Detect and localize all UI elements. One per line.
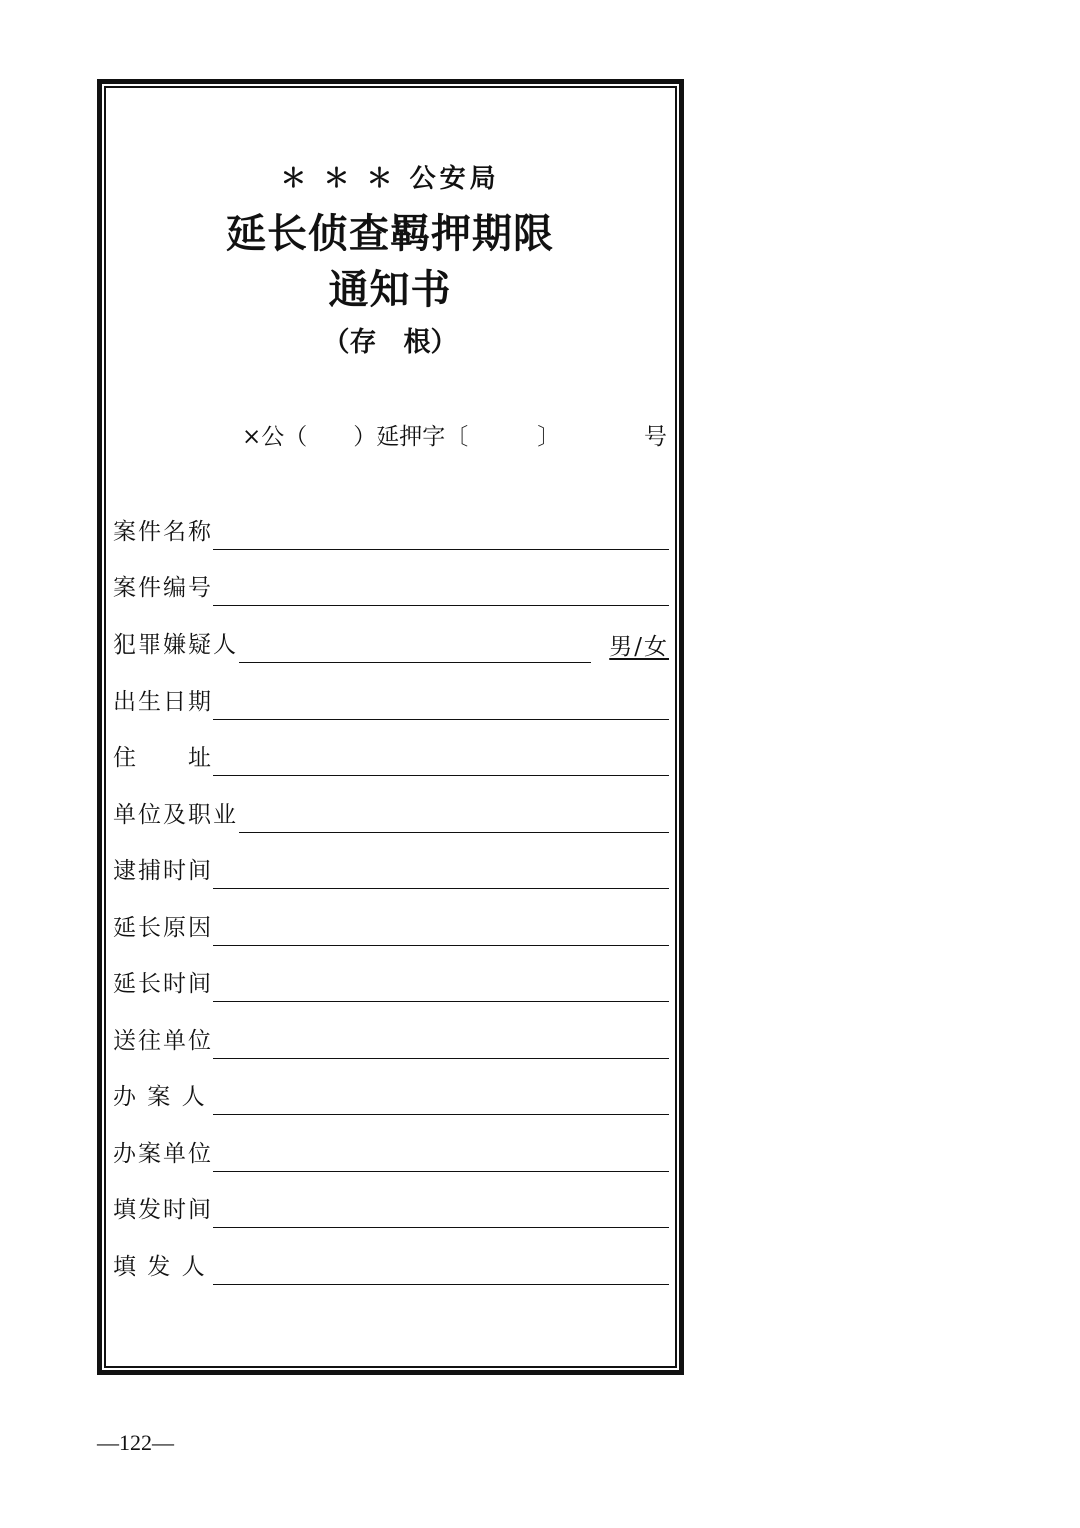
issue-time-input-line[interactable]	[213, 1227, 669, 1228]
field-label: 填发时间	[113, 1197, 213, 1223]
field-label: 办 案 人	[113, 1084, 207, 1110]
field-label: 填 发 人	[113, 1254, 207, 1280]
field-birth-date	[113, 680, 669, 720]
field-label: 延长时间	[113, 971, 213, 997]
document-title-line-2: 通知书	[328, 266, 452, 313]
address-input-line[interactable]	[213, 775, 669, 776]
field-label: 单位及职业	[113, 802, 238, 828]
field-case-name	[113, 510, 669, 550]
extension-time-input-line[interactable]	[213, 1001, 669, 1002]
field-label: 出生日期	[113, 689, 213, 715]
issuer-person-input-line[interactable]	[213, 1284, 669, 1285]
arrest-time-input-line[interactable]	[213, 888, 669, 889]
case-number-input-line[interactable]	[213, 605, 669, 606]
field-label: 案件名称	[113, 519, 213, 545]
destination-unit-input-line[interactable]	[213, 1058, 669, 1059]
field-extension-time	[113, 962, 669, 1002]
gender-option[interactable]: 男/女	[609, 634, 669, 660]
stub-label: （存 根）	[322, 327, 458, 358]
field-address	[113, 736, 669, 776]
field-handling-unit	[113, 1132, 669, 1172]
extension-reason-input-line[interactable]	[213, 945, 669, 946]
field-label: 犯罪嫌疑人	[113, 632, 238, 658]
field-issue-time	[113, 1188, 669, 1228]
field-suspect	[113, 623, 669, 663]
document-number: ×公（ ）延押字〔 〕	[242, 424, 561, 450]
birth-date-input-line[interactable]	[213, 719, 669, 720]
page-number: —122—	[97, 1430, 174, 1455]
case-name-input-line[interactable]	[213, 549, 669, 550]
suspect-input-line[interactable]	[239, 662, 591, 663]
handling-unit-input-line[interactable]	[213, 1171, 669, 1172]
document-number-suffix: 号	[644, 424, 667, 450]
field-destination-unit	[113, 1019, 669, 1059]
document-title-line-1: 延长侦查羁押期限	[226, 210, 554, 257]
field-label: 延长原因	[113, 915, 213, 941]
field-employer-occupation	[113, 793, 669, 833]
field-arrest-time	[113, 849, 669, 889]
issuing-authority: ＊ ＊ ＊ 公安局	[280, 164, 500, 194]
field-label: 案件编号	[113, 575, 213, 601]
field-label: 逮捕时间	[113, 858, 213, 884]
field-label: 送往单位	[113, 1028, 213, 1054]
field-label: 办案单位	[113, 1141, 213, 1167]
employer-occupation-input-line[interactable]	[239, 832, 669, 833]
field-extension-reason	[113, 906, 669, 946]
field-case-number	[113, 566, 669, 606]
case-handler-input-line[interactable]	[213, 1114, 669, 1115]
field-label: 住 址	[113, 745, 213, 771]
field-issuer-person	[113, 1245, 669, 1285]
field-case-handler	[113, 1075, 669, 1115]
